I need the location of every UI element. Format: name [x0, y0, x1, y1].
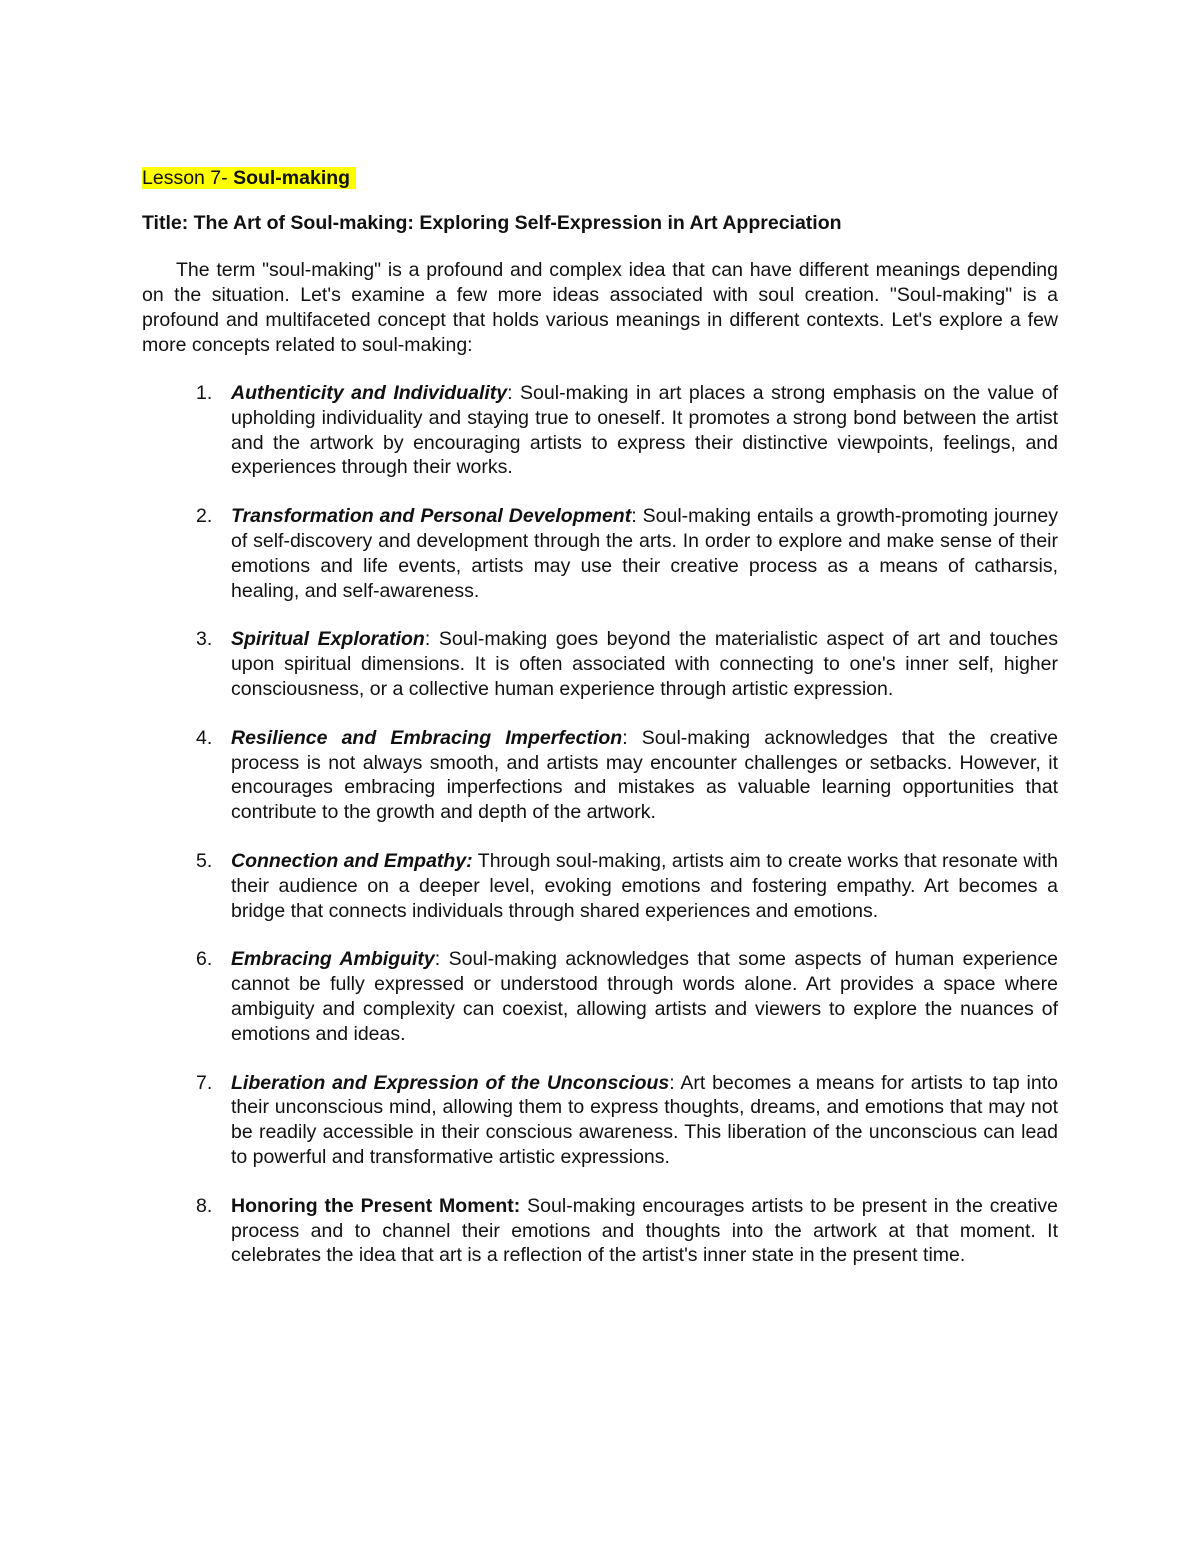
intro-paragraph: The term "soul-making" is a profound and complex idea that can have different meanings depending on the situation. Let's examine a few more ideas associated with soul creation. "Soul-making" is a profound and multifaceted concept that holds various meanings in different contexts. Let's explore a few more concepts related to soul-making:: [142, 259, 1058, 356]
list-item: [142, 1194, 1058, 1268]
item-text: Soul-making encourages artists to be present in the creative process and to channel their emotions and thoughts into the artwork at that moment. It celebrates the idea that art is a reflection of the artist's inner state in the present time.: [231, 1194, 1059, 1267]
list-item: [142, 947, 1058, 1046]
item-number: 8.: [196, 1194, 213, 1217]
item-text: : Soul-making entails a growth-promoting journey of self-discovery and development through the arts. In order to explore and make sense of their emotions and life events, artists may use their creative process as a means of catharsis, healing, and self-awareness.: [231, 505, 1058, 602]
item-text: : Soul-making acknowledges that some aspects of human experience cannot be fully expressed or understood through words alone. Art provides a space where ambiguity and complexity can coexist, allowing artists and viewers to explore the nuances of emotions and ideas.: [231, 948, 1058, 1045]
item-number: 6.: [196, 948, 213, 971]
item-term: Spiritual Exploration: [231, 628, 425, 651]
item-number: 7.: [196, 1071, 213, 1094]
list-item: [142, 381, 1058, 480]
lesson-highlight: [142, 167, 356, 189]
item-text: : Art becomes a means for artists to tap into their unconscious mind, allowing them to express thoughts, dreams, and emotions that may not be readily accessible in their conscious awareness. This liberation of the unconscious can lead to powerful and transformative artistic expressions.: [231, 1071, 1059, 1168]
lesson-prefix: Lesson 7-: [142, 167, 234, 189]
lesson-name: Soul-making: [233, 167, 351, 189]
item-text: : Soul-making goes beyond the materialistic aspect of art and touches upon spiritual dimensions. It is often associated with connecting to one's inner self, higher consciousness, or a collective human experience through artistic expression.: [231, 628, 1058, 700]
item-number: 3.: [196, 628, 213, 651]
item-text: Through soul-making, artists aim to create works that resonate with their audience on a deeper level, evoking emotions and fostering empathy. Art becomes a bridge that connects individuals through shared experiences and emotions.: [231, 849, 1058, 922]
list-item: [142, 627, 1058, 701]
list-item: [142, 504, 1058, 603]
item-term: Honoring the Present Moment:: [231, 1194, 521, 1217]
document-page: [142, 164, 1058, 1292]
item-term: Embracing Ambiguity: [231, 948, 435, 971]
concept-list: [142, 381, 1058, 1268]
lesson-heading: [142, 164, 1058, 192]
item-term: Authenticity and Individuality: [231, 382, 508, 404]
item-term: Liberation and Expression of the Unconscious: [231, 1071, 670, 1094]
item-number: 2.: [196, 505, 213, 528]
list-item: [142, 1071, 1058, 1170]
item-number: 4.: [196, 726, 213, 749]
item-number: 5.: [196, 849, 213, 872]
item-term: Connection and Empathy:: [231, 849, 473, 872]
list-item: [142, 726, 1058, 825]
item-term: Transformation and Personal Development: [231, 505, 632, 528]
list-item: [142, 849, 1058, 923]
item-text: : Soul-making acknowledges that the creative process is not always smooth, and artists may encounter challenges or setbacks. However, it encourages embracing imperfections and mistakes as valuable learning opportunities that contribute to the growth and depth of the artwork.: [231, 726, 1059, 824]
item-text: : Soul-making in art places a strong emphasis on the value of upholding individuality and staying true to oneself. It promotes a strong bond between the artist and the artwork by encouraging artists to express their distinctive viewpoints, feelings, and experiences through their works.: [231, 382, 1059, 479]
item-term: Resilience and Embracing Imperfection: [231, 726, 623, 749]
item-number: 1.: [196, 382, 213, 404]
document-title: Title: The Art of Soul-making: Exploring Self-Expression in Art Appreciation: [142, 212, 842, 234]
